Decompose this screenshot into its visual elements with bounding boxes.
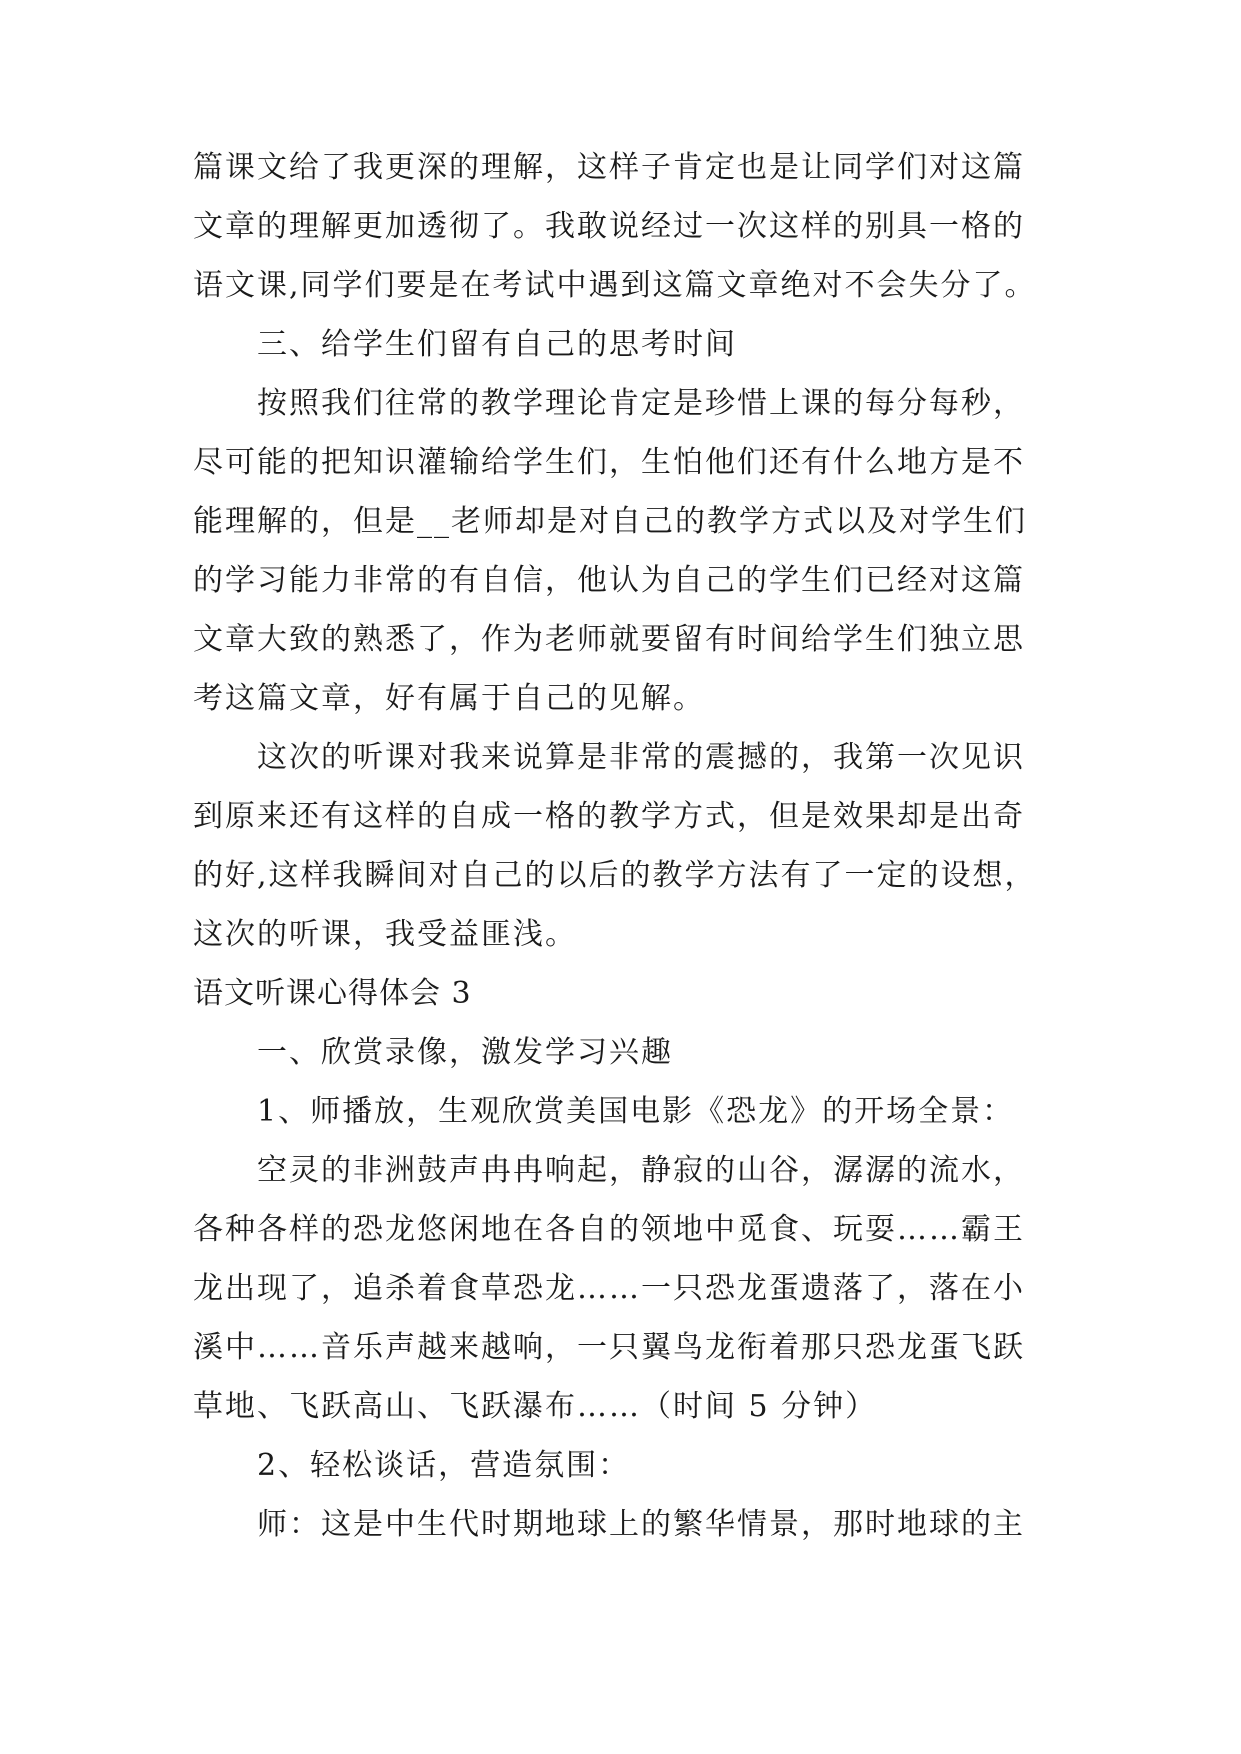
paragraph-line: 的好,这样我瞬间对自己的以后的教学方法有了一定的设想， [193,858,1037,893]
paragraph-line: 能理解的，但是__老师却是对自己的教学方式以及对学生们 [193,504,1027,539]
paragraph-line: 尽可能的把知识灌输给学生们，生怕他们还有什么地方是不 [193,445,1025,480]
paragraph-line: 1、师播放，生观欣赏美国电影《恐龙》的开场全景： [257,1094,1015,1129]
paragraph-line: 溪中……音乐声越来越响，一只翼鸟龙衔着那只恐龙蛋飞跃 [193,1330,1025,1365]
paragraph-line: 语文课,同学们要是在考试中遇到这篇文章绝对不会失分了。 [193,268,1037,303]
paragraph-line: 考这篇文章，好有属于自己的见解。 [193,681,705,716]
paragraph-line: 各种各样的恐龙悠闲地在各自的领地中觅食、玩耍……霸王 [193,1212,1025,1247]
paragraph-line: 文章的理解更加透彻了。我敢说经过一次这样的别具一格的 [193,209,1025,244]
paragraph-line: 的学习能力非常的有自信，他认为自己的学生们已经对这篇 [193,563,1025,598]
section-heading: 一、欣赏录像，激发学习兴趣 [257,1035,673,1070]
paragraph-line: 草地、飞跃高山、飞跃瀑布……（时间 5 分钟） [193,1389,878,1424]
section-heading: 三、给学生们留有自己的思考时间 [257,327,737,362]
paragraph-line: 文章大致的熟悉了，作为老师就要留有时间给学生们独立思 [193,622,1025,657]
document-title: 语文听课心得体会 3 [193,976,472,1011]
paragraph-line: 这次的听课，我受益匪浅。 [193,917,577,952]
paragraph-line: 这次的听课对我来说算是非常的震撼的，我第一次见识 [257,740,1025,775]
paragraph-line: 篇课文给了我更深的理解，这样子肯定也是让同学们对这篇 [193,150,1025,185]
paragraph-line: 2、轻松谈话，营造氛围： [257,1448,631,1483]
paragraph-line: 到原来还有这样的自成一格的教学方式，但是效果却是出奇 [193,799,1025,834]
paragraph-line: 龙出现了，追杀着食草恐龙……一只恐龙蛋遗落了，落在小 [193,1271,1025,1306]
paragraph-line: 按照我们往常的教学理论肯定是珍惜上课的每分每秒， [257,386,1025,421]
paragraph-line: 师：这是中生代时期地球上的繁华情景，那时地球的主 [257,1507,1025,1542]
paragraph-line: 空灵的非洲鼓声冉冉响起，静寂的山谷，潺潺的流水， [257,1153,1025,1188]
